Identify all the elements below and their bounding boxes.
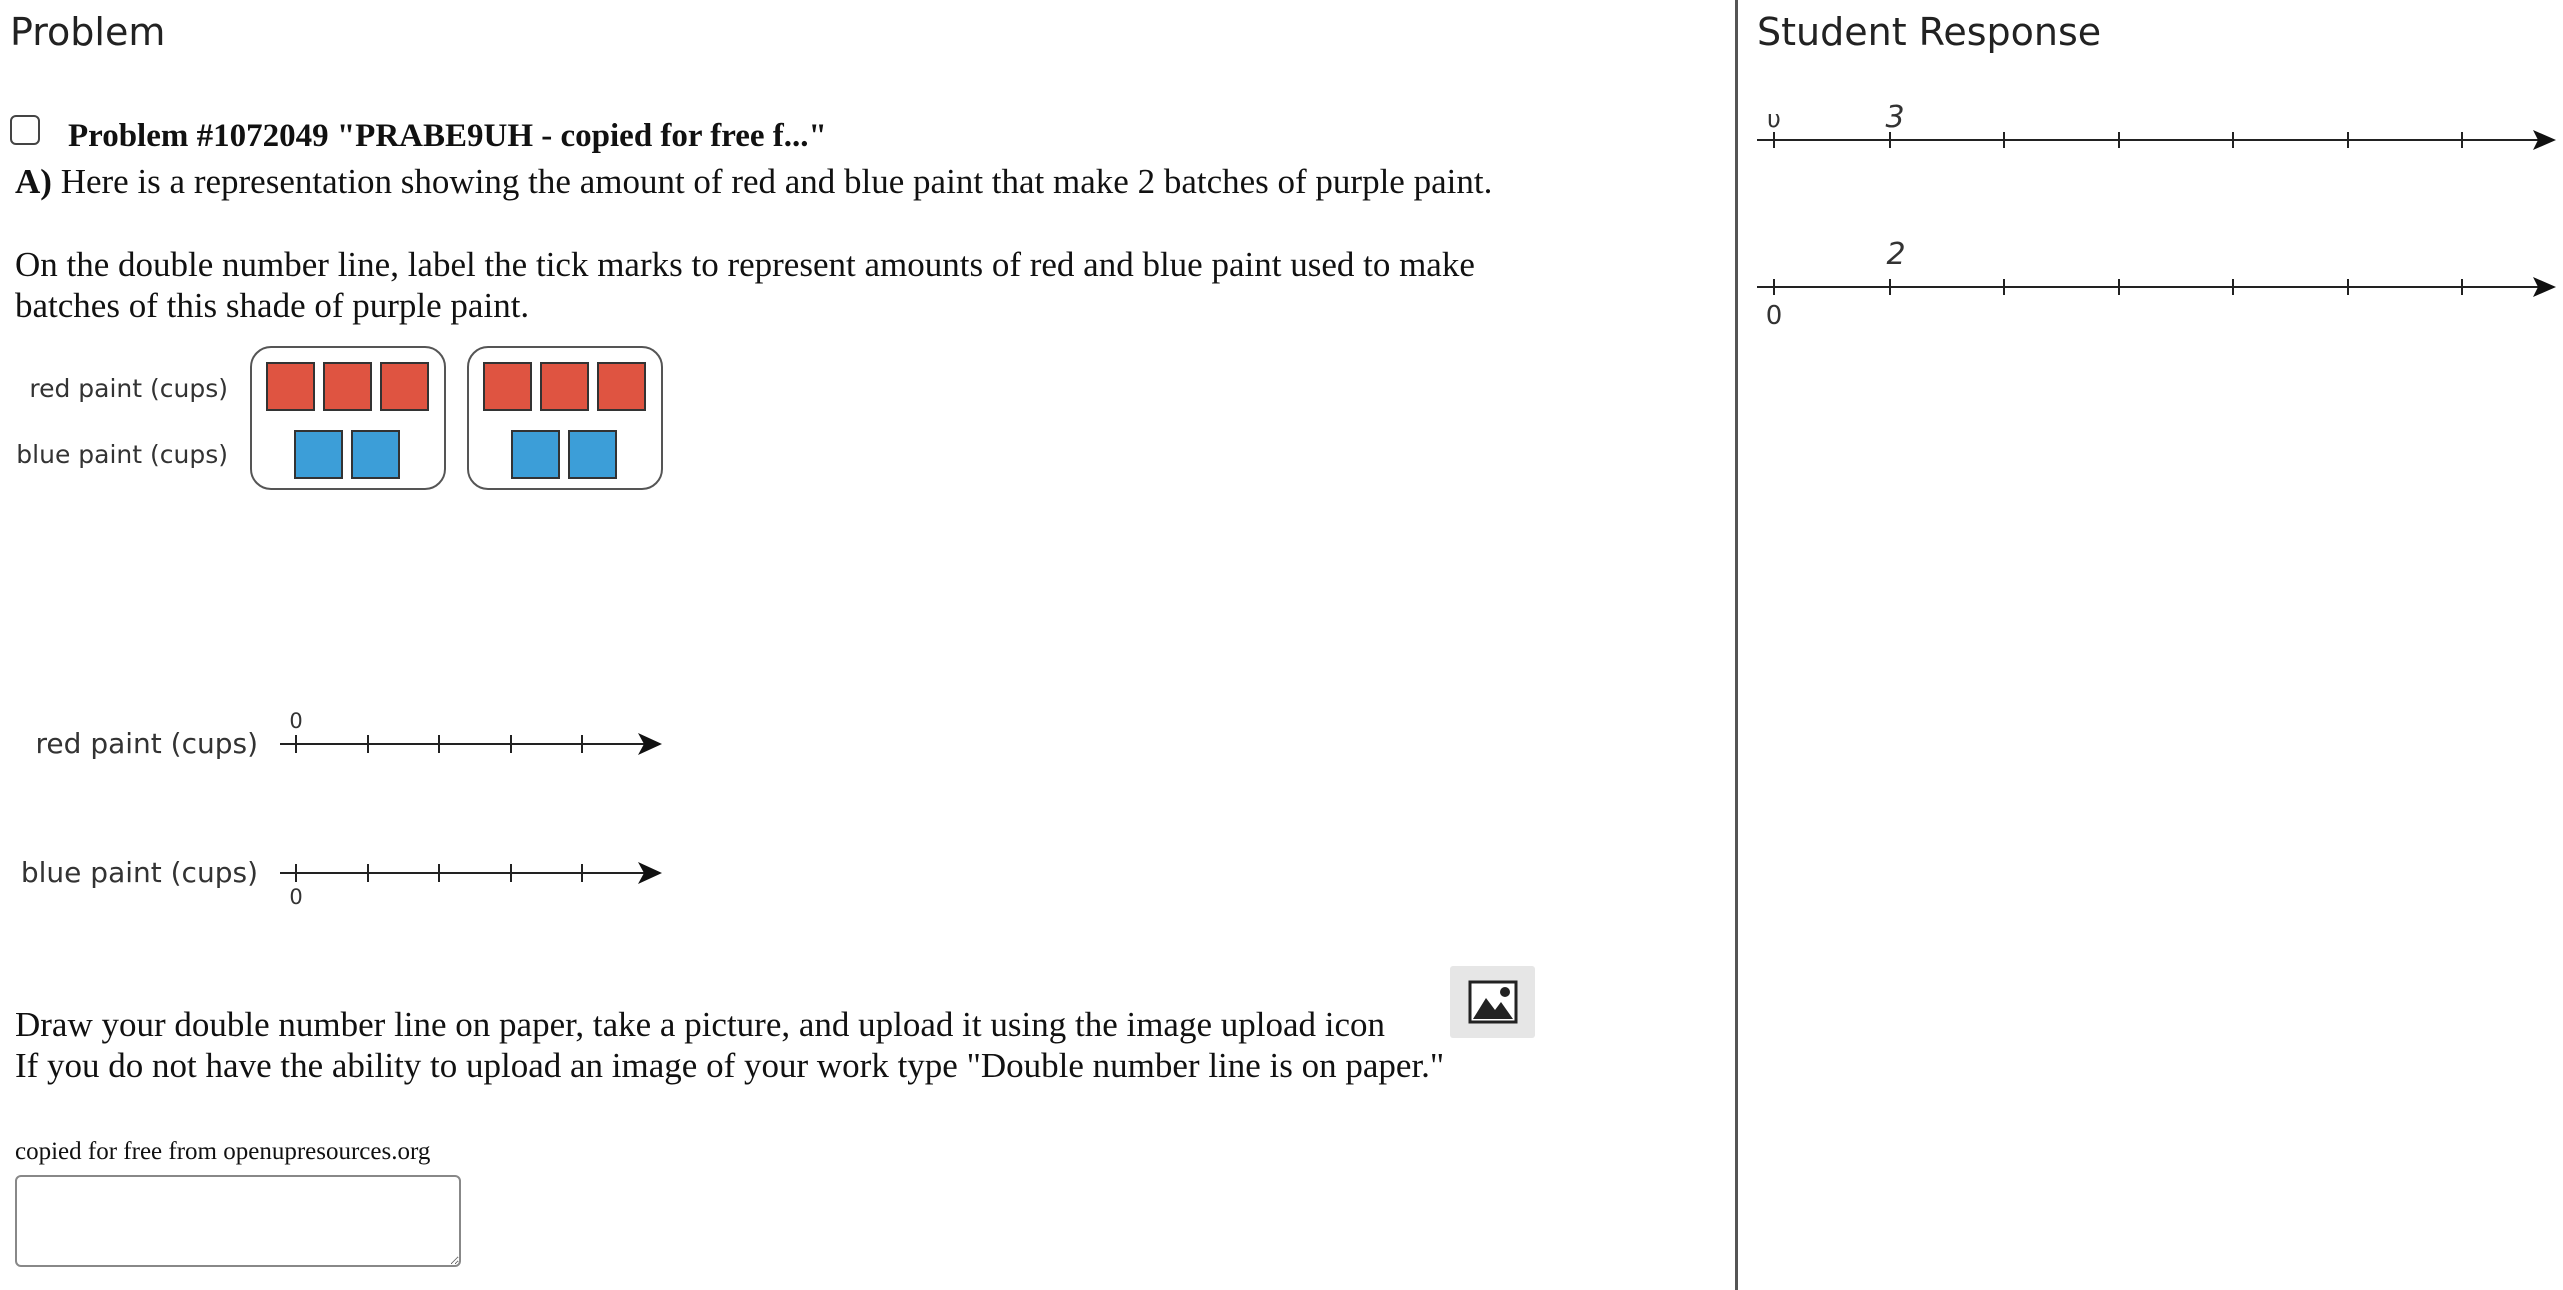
dnl-red-zero: 0 (289, 709, 303, 733)
tape-blue-label: blue paint (cups) (16, 440, 228, 469)
attribution: copied for free from openupresources.org (15, 1138, 431, 1165)
red-square (381, 363, 428, 410)
student-drawing (1738, 0, 2563, 400)
tape-red-label: red paint (cups) (29, 374, 228, 403)
instruction-line-2: batches of this shade of purple paint. (15, 286, 530, 325)
part-text: Here is a representation showing the amount of red and blue paint that make 2 batches of purple paint. (51, 162, 1493, 201)
blue-square (569, 431, 616, 478)
red-square (598, 363, 645, 410)
handwritten-label: υ (1767, 105, 1781, 133)
red-square (324, 363, 371, 410)
handwritten-label: 2 (1886, 237, 1906, 272)
instruction-line-1: On the double number line, label the tick marks to represent amounts of red and blue paint used to make (15, 245, 1475, 284)
blue-square (352, 431, 399, 478)
upload-instruction-2: If you do not have the ability to upload an image of your work type "Double number line is on paper." (15, 1046, 1445, 1085)
problem-select-checkbox[interactable] (10, 115, 40, 145)
problem-heading: Problem (10, 10, 166, 54)
dnl-red-label: red paint (cups) (35, 727, 258, 760)
student-response-panel (1738, 0, 2563, 1290)
red-square (267, 363, 314, 410)
response-bottom-zero: 0 (1765, 301, 1783, 331)
blue-square (295, 431, 342, 478)
dnl-blue-label: blue paint (cups) (20, 856, 258, 889)
blue-square (512, 431, 559, 478)
problem-title: Problem #1072049 "PRABE9UH - copied for free f..." (68, 118, 827, 154)
upload-instruction-1: Draw your double number line on paper, take a picture, and upload it using the image upload icon (15, 1005, 1386, 1044)
handwritten-label: 3 (1885, 100, 1905, 135)
image-upload-icon[interactable] (1450, 966, 1535, 1038)
problem-part-a (15, 162, 1492, 202)
answer-input[interactable] (15, 1175, 461, 1267)
red-square (484, 363, 531, 410)
paint-diagram (0, 325, 700, 925)
dnl-blue-zero: 0 (289, 885, 303, 909)
red-square (541, 363, 588, 410)
image-icon (1468, 980, 1518, 1024)
response-heading: Student Response (1757, 10, 2102, 54)
part-label: A) (15, 162, 52, 201)
